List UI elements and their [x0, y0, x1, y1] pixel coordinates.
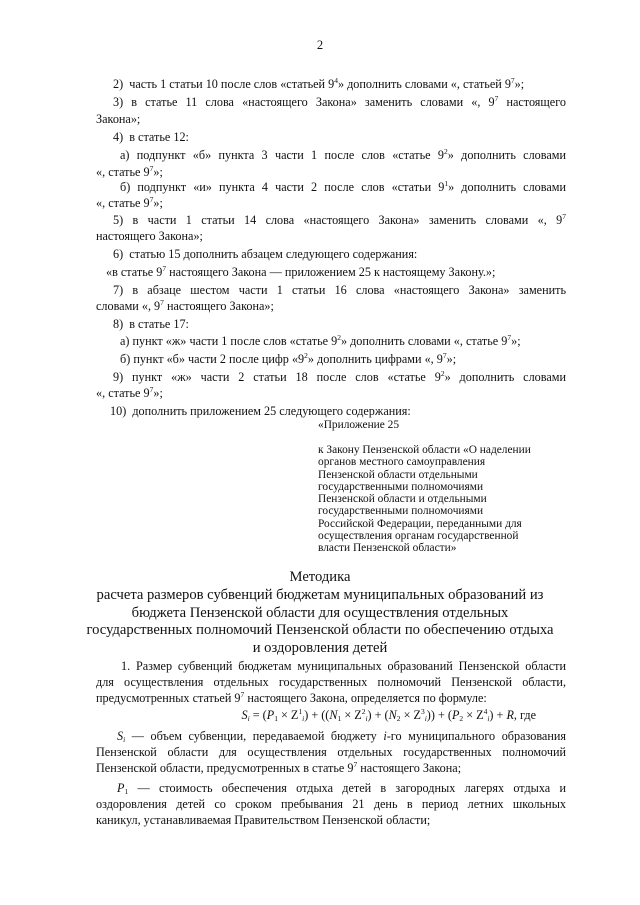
appendix-reference: к Закону Пензенской области «О наделении органов местного самоуправления Пензенской области отдельными государственными полномочиями Пензенской области и отдельными государственными полномочиями Российской Федерации, переданными для осуществления органам государственной власти Пензенской области» [318, 444, 531, 555]
list-item-continuation: «, статье $9^7$»; [96, 164, 163, 179]
list-item-continuation: «, статье $9^7$»; [96, 195, 163, 210]
paragraph-line: $P_1$ — стоимость обеспечения отдыха детей в загородных лагерях отдыха и [117, 781, 566, 796]
paragraph-line: предусмотренных статьей $9^7$ настоящего Закона, определяется по формуле: [96, 690, 487, 705]
list-item: 3) в статье 11 слова «настоящего Закона» заменить словами «, $9^7$ настоящего [113, 94, 566, 109]
paragraph-line: Пензенской области для осуществления отдельных государственных полномочий [96, 745, 566, 759]
quoted-paragraph: «в статье $9^7$ настоящего Закона — приложением 25 к настоящему Закону.»; [106, 264, 496, 279]
list-item: 8) в статье 17: [113, 317, 189, 331]
list-item: 7) в абзаце шестом части 1 статьи 16 слова «настоящего Закона» заменить [113, 283, 566, 297]
list-item-continuation: настоящего Закона»; [96, 229, 203, 243]
list-item: 5) в части 1 статьи 14 слова «настоящего Закона» заменить словами «, $9^7$ [113, 212, 566, 227]
list-item-continuation: словами «, $9^7$ настоящего Закона»; [96, 298, 274, 313]
list-item: 4) в статье 12: [113, 130, 189, 144]
list-item: 9) пункт «ж» части 2 статьи 18 после слов «статье $9^2$» дополнить словами [113, 369, 566, 384]
paragraph-line: каникул, устанавливаемая Правительством Пензенской области; [96, 813, 431, 827]
list-item: 10) дополнить приложением 25 следующего содержания: [110, 404, 411, 418]
list-item-continuation: Закона»; [96, 112, 141, 126]
page-number: 2 [316, 38, 324, 52]
paragraph-line: оздоровления детей со сроком пребывания 21 день в период летних школьных [96, 797, 566, 811]
list-item-continuation: «, статье $9^7$»; [96, 385, 163, 400]
list-item: б) подпункт «и» пункта 4 части 2 после слов «статьи $9^1$» дополнить словами [120, 179, 567, 194]
paragraph-line: $S_i$ — объем субвенции, передаваемой бюджету i-го муниципального образования [117, 729, 566, 744]
formula: $S_i = (P_1 \times Z^1_i) + ((N_1 \times Z^2_i) + (N_2 \times Z^3_i)) + (P_2 \times Z^4_i) + R$, где [241, 707, 536, 723]
list-item: б) пункт «б» части 2 после цифр «$9^2$» дополнить цифрами «, $9^7$»; [120, 351, 457, 366]
list-item: 6) статью 15 дополнить абзацем следующего содержания: [113, 247, 418, 261]
paragraph-line: 1. Размер субвенций бюджетам муниципальных образований Пензенской области [121, 659, 566, 673]
methodology-title: Методика [289, 569, 351, 585]
list-item: а) пункт «ж» части 1 после слов «статье $9^2$» дополнить словами «, статье $9^7$»; [120, 333, 521, 348]
list-item: 2) часть 1 статьи 10 после слов «статьей $9^4$» дополнить словами «, статьей $9^7$»; [113, 76, 525, 91]
paragraph-line: для осуществления отдельных государственных полномочий Пензенской области, [96, 675, 566, 689]
paragraph-line: Пензенской области, предусмотренных в статье $9^7$ настоящего Закона; [96, 760, 462, 775]
methodology-subtitle: расчета размеров субвенций бюджетам муниципальных образований из бюджета Пензенской области для осуществления отдельных государственных полномочий Пензенской области по обеспечению отдыха и оздоровления детей [86, 587, 554, 656]
list-item: а) подпункт «б» пункта 3 части 1 после слов «статье $9^2$» дополнить словами [120, 147, 566, 162]
appendix-heading: «Приложение 25 [318, 419, 400, 431]
